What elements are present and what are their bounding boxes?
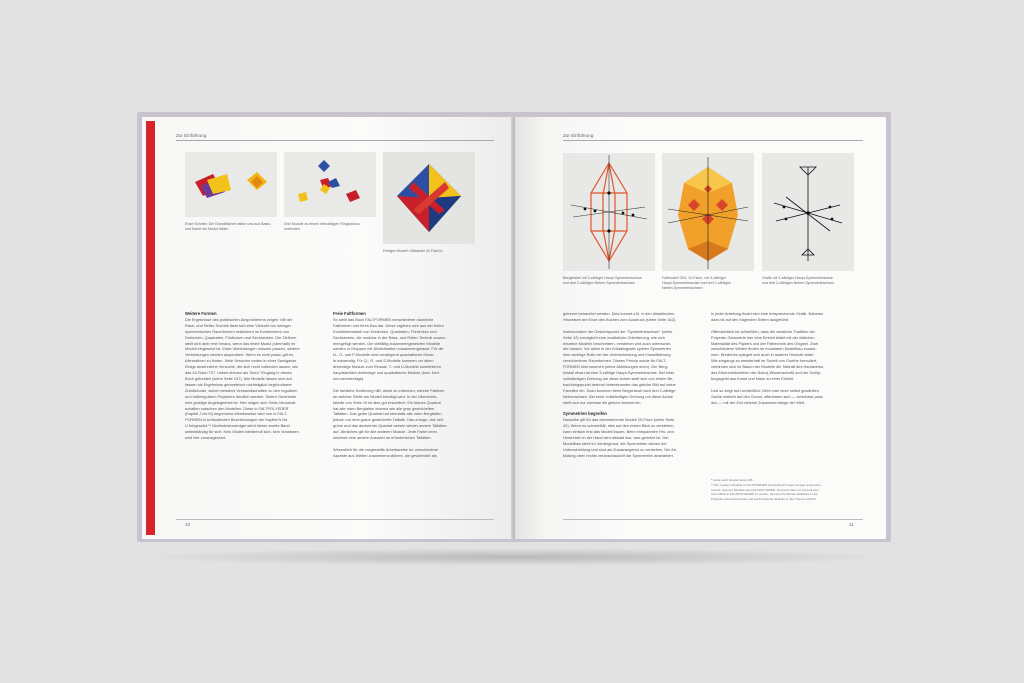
left-column-2-text [333,317,478,459]
text-line: * siehe auch Glosse Seite 166 [711,478,753,482]
text-line: Buch gefunden (siehe Seite 137). Alle Modelle lassen sich auf- [185,375,293,381]
photo-folding-model-o04 [662,153,754,271]
text-line: getrennt betrachtet werden. Dies kommt z.B. in den didaktischen [563,311,675,316]
text-line: (Kapitel J bis M) begonnene Arbeitsweise wird nun in FALT- [185,411,288,417]
text-line: Dreiecken, Quadraten, Fünfecken und Sechsecken. Die Zielform [185,334,297,340]
right-header-rule [563,140,863,141]
text-line: werden in Gruppen mit Ähnlichkeiten zusammengefasst. Für die [333,346,444,352]
right-column-2-para-b [711,329,861,382]
text-line: einen Blick in FALTPOLYEDER zu werfen, da seine fundierten Einblicke in die [711,492,818,497]
book-shadow [132,548,898,566]
heading-symmetrien-begreifen: Symmetrien begreifen [563,411,607,417]
heading-freie-faltformen: Freie Faltformen [333,311,366,316]
text-line: Kombinierbarkeit von Dreiecken, Quadraten, Fünfecken und [333,328,437,334]
right-running-head: Zur Einführung [563,133,594,138]
right-column-2 [711,311,861,405]
text-line: Herdrehen in der Hand wird alsbald klar, was gemeint ist. Der [563,435,669,440]
right-footer-rule [563,519,863,520]
right-column-1 [563,311,703,459]
text-line: In jeder Anleitung findet sich eine entsprechende Grafik. Näheres [711,311,824,316]
left-footer-rule [176,519,494,520]
text-line: hauptsächlich dreieckige und quadratische Module (bzw. Kerf- [333,370,441,376]
text-line: So stellt das Buch FALTFORMEN verschiedene räumliche [333,316,434,322]
text-line: kann einfach erst das Modell bauen. Beim entspannten Hin- und [563,429,674,435]
text-line: selbstständig für sich: Kein Modell wiederholt sich, kein Vorwissen [185,429,299,435]
text-line: vollständigen Drehung um diese Achse stellt sich von einem Be- [563,375,674,381]
text-line: 40). Wenn es schwerfällt, dies auf den ersten Blick zu verstehen, [563,423,675,429]
text-line: men. Ähnliches spiegelt sich auch in anderer Hinsicht wider: [711,352,815,358]
text-line: das 24-Flach T07, haben ebenso als Torso" Eingang in dieses [185,370,292,376]
text-line: eine geistige Angelegenheit ist: Hier zeigen sich Geist-Verwandt- [185,399,297,405]
left-header-rule [176,140,494,141]
text-line: verschiedene Welten finden im modularen Modellbau zusam- [711,346,817,352]
caption-symmetry-graphic: Grafik mit 3-zähliger Haupt-Symmetrieachse und drei 2-zähligen Neben-Symmetrieachsen [762,276,835,285]
photo-first-steps [185,152,277,217]
text-line: Einige ansehnliche Versuche, die sich recht vollenden lassen, wie [185,364,299,370]
text-line: Alternativen zu finden. Viele Versuche enden in einer Sackgasse. [185,358,298,364]
text-line: Die farbliche Kodierung hilft, direkt zu erkennen, welche Faltform [333,387,445,393]
text-line: schaften zwischen den Modellen. Diese in FALTPOLYEDER [185,405,289,411]
text-line: jedoch nur eine graue gestrichelte Talfalte. Das orange, das hell- [333,417,445,423]
text-line: dazu ist auf den folgenden Seiten ausgeführt. [711,316,790,322]
text-line: den lassen. Vor allem in der Kristallografie spielen Symmetrien [563,346,671,352]
photo-octahedron [383,152,475,244]
text-line: Verbindungen werden ausprobiert. Wenn es nicht passt, gilt es, [185,352,294,358]
text-line: dreieckige Module zum Einsatz. T- und U-Modelle kombinieren [333,364,442,370]
right-column-1-intro [563,311,703,323]
photo-ring-closure [284,152,376,217]
text-line: FORMEN in fortlaufenden Bezeichnungen der Kapitel N bis [185,417,288,423]
text-line: le notwendig. Für Q-, R- und S-Modelle kommen vor allem [333,358,434,364]
text-line: Facetten ein. Dazu kommen beim Bergkristall noch drei 2-zählige [563,387,676,393]
text-line: Unterscheidung und sind als Zusatzangebot zu verstehen. Die Ab- [563,446,678,452]
text-line: verbinden sich im Bauen der Modelle die Tatkraft des Handwerks, [711,364,825,370]
text-line: an welcher Stelle am Modell benötigt wird. In der Übersichts- [333,393,438,399]
text-line: Wesentlich für die vorgestellte Arbeitsweise ist, verschiedene [333,446,439,452]
right-column-1-symmetry-text [563,417,703,458]
right-column-2-para-a [711,311,861,323]
text-line: verschiedener Raumformen. Dieses Prinzip wurde für FALT- [563,358,667,364]
text-line: Wie eingangs so meisterhaft im Sonett von Goethe formuliert, [711,358,818,364]
left-column-1 [185,311,320,441]
footnote-1 [711,478,866,482]
red-accent-bar [146,121,155,535]
text-line: Materialität des Papiers und der Falttechnik des Origami. Zwei [711,340,819,346]
graphic-symmetry-axes [762,153,854,271]
text-line: ** Die meisten Modelle in FALTFORMEN sind technisch weit weniger anspruchs- [711,483,822,488]
text-line: des Erkenntnisstreben der Natur(-Wissenschaft) und der Schöp- [711,370,822,376]
text-line: Seite 12) ermöglicht eine zusätzliche Orientierung, wie sich [563,334,665,340]
text-line: zeichnet eine andere Auswahl an erforderlichen Talfalten. [333,435,432,441]
text-line: stellt sich aber erst heraus, wenn das letzte Modul (oberhalb) im [185,340,296,346]
text-line: Aspekte aus Welten zusammenzuführen, die gewöhnlich als [333,452,437,458]
text-line: Modell eingesetzt ist. Erste Verbindungen müssen passen, weitere [185,346,300,352]
left-column-1-text [185,317,320,441]
text-line: wird hier vorausgesetzt. [185,435,227,441]
text-line: Offensichtlich ist schließlich, dass die westliche Tradition der [711,328,815,334]
text-line: fassen als Ergebnisse geometrisch nachträglich begründbarer [185,381,292,387]
text-line: einzelne Modelle beschreiben, verstehen und auch unterschei- [563,340,672,346]
text-line: Die Ergebnisse des praktischen Ausprobierens zeigen: Mit der [185,316,293,322]
text-line: Dasselbe gilt für das obenstehende Modell 20-Flach (siehe Seite [563,417,675,423]
text-line: Faltformen und ihren Bau dar. Diese ergeben sich aus der freien [333,322,444,328]
text-line: eine wichtige Rolle bei der Unterscheidung und Klassifizierung [563,352,671,358]
text-line: Zufallsfunde, wobei meistens Verwandtschaften zu den regulären [185,387,298,393]
text-line: U fortgesetzt.** Nichtsdestoweniger steht dieser zweite Band [185,423,290,429]
text-line: grüne und das dunkelrote Quadrat weisen wieder andere Talfalten [333,423,447,429]
text-line: Rass- und Reiter-Technik lässt sich eine Vielzahl von weniger [185,322,291,328]
text-line: tabelle von Seite 19 ist dies gut ersichtlich: Ein blaues Quadrat [333,399,441,405]
text-line: FORMEN übernommen (siehe Abbildungen oben). Der Berg- [563,364,669,370]
right-column-2-para-c [711,388,861,406]
text-line: trachtungspunkt dreimal hintereinander das gleiche Bild auf seine [563,381,676,387]
text-line: Modellbau steht im Vordergrund, die Symmetrien dienen der [563,440,667,446]
text-line: mengefügt werden. Die vielfältig zusammengesetzten Modelle [333,340,441,346]
photo-rock-crystal [563,153,655,271]
caption-octahedron: Fertiges Modell »Oktaeder (8-Flach)« [383,249,443,253]
text-line: stellt sich nur zweimal die gleiche Ansicht ein. [563,399,642,405]
text-line: dox — mit der Zeit vielerlei Zusammenhänge der Welt. [711,399,805,405]
text-line: Insbesondere der Gesichtspunkt der "Symmetrieachsen" (siehe [563,328,673,334]
text-line: Sache wirklich auf den Grund, offenbaren sich — scheinbar para- [711,393,824,399]
text-line: Hinweisen am Ende des Buches zum Ausdruck (siehe Seite 162). [563,316,677,322]
text-line: Nebenachsen. Bei einer vollständigen Drehung um diese Achse [563,393,673,399]
right-column-1-symmetry-para [563,329,703,406]
text-line: Sechsecken, die modular in der Rass- und Reiter-Technik zusam- [333,334,447,340]
footnote-2 [711,483,866,501]
caption-rock-crystal: Bergkristall mit 3-zähliger Haupt-Symmetrieachse und drei 2-zähligen Neben-Symmetrieachsen [563,276,642,285]
right-page-number: 11 [849,522,854,527]
text-line: fungsgeist aus Kunst und Natur zu einer Einheit. [711,375,795,381]
text-line: Polyeder-Geometrie hier eine Einheit bildet mit der östlichen [711,334,815,340]
text-line: Talfalten. Das gelbe Quadrat hat ebenfalls alle roten Bergfalten, [333,411,443,417]
caption-folding-model: Faltmodell O04, 20-Flach, mit 3-zähliger Haupt-Symmetrieachse und drei 2-zähligen Neben-Symmetrieachsen [662,276,732,290]
text-line: und sechseckige). [333,375,365,381]
left-column-2 [333,311,478,459]
text-line: und halbregulären Polyedern deutlich werden. Sofern Geometrie [185,393,297,399]
left-page-number: 10 [185,522,191,527]
text-line: hat alle roten Bergfalten ebenso wie alle grau gestrichelten [333,405,435,411]
heading-weitere-formen: Weitere Formen [185,311,217,316]
text-line: Polyeder-Geometrie bietet und auch hübsche Modelle in das Thema einführt. [711,496,817,501]
text-line: bildung oben rechts veranschaulicht die Symmetrien abstrahiert. [563,452,674,458]
text-line: N-, O- und P-Modelle sind vorwiegend quadratische Modu- [333,352,435,358]
caption-first-steps: Erste Schritte: Die Grundflächen falten und aus Basis- und Kante ein Modul bilden [185,222,272,231]
left-running-head: Zur Einführung [176,133,207,138]
text-line: voll als viele der Modelle aus FALTPOLYEDER. Dennoch kann es sinnvoll sein, [711,487,820,492]
text-line: symmetrischen Raumformen realisieren im Kombinieren von [185,328,290,334]
text-line: Und so zeigt sich schließlich: Geht man einer selbst gewählten [711,387,819,393]
text-line: auf. Ähnliches gilt für alle anderen Module. Jede Farbe kenn- [333,429,439,435]
footnotes [711,478,866,501]
caption-ring-closure: Drei Module zu einem dreizähligen Ringschluss verbinden [284,222,360,231]
text-line: kristall etwa hat eine 3-zählige Haupt-Symmetrieachse. Bei einer [563,370,675,376]
